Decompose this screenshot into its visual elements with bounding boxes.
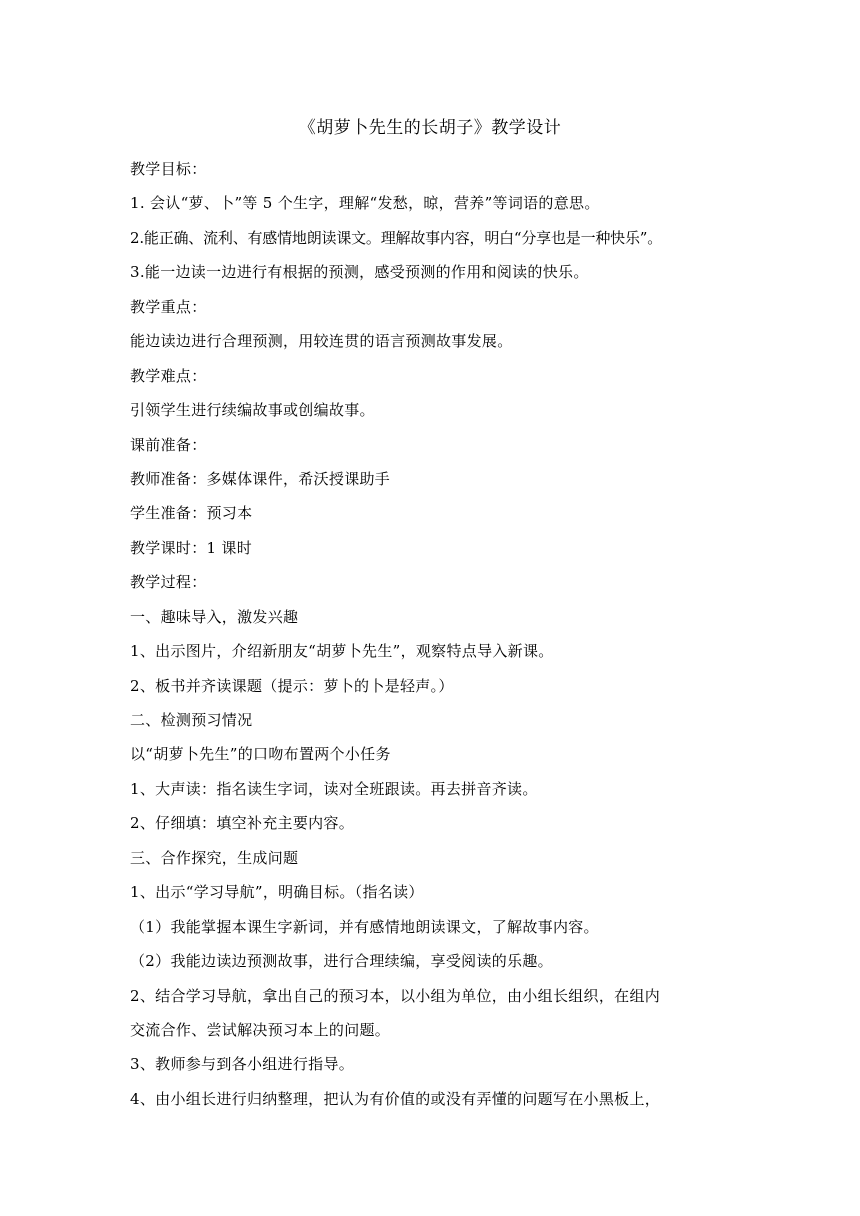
section-heading-objectives: 教学目标： <box>130 160 207 178</box>
section-heading-preparation: 课前准备： <box>130 435 207 454</box>
process-step-3-item-3: 3、教师参与到各小组进行指导。 <box>130 1055 355 1074</box>
key-points-text: 能边读边进行合理预测，用较连贯的语言预测故事发展。 <box>130 332 513 351</box>
learning-guide-item-2: （2）我能边读边预测故事，进行合理续编，享受阅读的乐趣。 <box>130 952 553 971</box>
student-preparation: 学生准备：预习本 <box>130 504 253 523</box>
process-step-3-item-1: 1、出示“学习导航”，明确目标。（指名读） <box>130 883 424 902</box>
teacher-preparation: 教师准备：多媒体课件，希沃授课助手 <box>130 469 391 488</box>
process-step-1-heading: 一、趣味导入，激发兴趣 <box>130 607 299 626</box>
process-step-1-item-2: 2、板书并齐读课题（提示：萝卜的卜是轻声。） <box>130 676 454 695</box>
difficulties-text: 引领学生进行续编故事或创编故事。 <box>130 401 375 420</box>
class-hours: 教学课时：1 课时 <box>130 538 253 557</box>
objective-item-2: 2.能正确、流利、有感情地朗读课文。理解故事内容，明白“分享也是一种快乐”。 <box>130 228 663 247</box>
process-step-3-heading: 三、合作探究，生成问题 <box>130 848 299 867</box>
objective-item-1: 1. 会认“萝、卜”等 5 个生字，理解“发愁，晾，营养”等词语的意思。 <box>130 194 600 213</box>
process-step-2-heading: 二、检测预习情况 <box>130 711 253 729</box>
process-step-2-item-2: 2、仔细填：填空补充主要内容。 <box>130 814 355 833</box>
section-heading-key-points: 教学重点： <box>130 297 207 316</box>
process-step-2-item-1: 1、大声读：指名读生字词，读对全班跟读。再去拼音齐读。 <box>130 779 538 798</box>
process-step-3-item-2-continued: 交流合作、尝试解决预习本上的问题。 <box>130 1020 391 1039</box>
document-title: 《胡萝卜先生的长胡子》教学设计 <box>298 118 562 138</box>
section-heading-difficulties: 教学难点： <box>130 366 207 385</box>
process-step-2-intro: 以“胡萝卜先生”的口吻布置两个小任务 <box>130 745 391 764</box>
document-body <box>130 152 740 1116</box>
objective-item-3: 3.能一边读一边进行有根据的预测，感受预测的作用和阅读的快乐。 <box>130 263 589 282</box>
process-step-1-item-1: 1、出示图片，介绍新朋友“胡萝卜先生”，观察特点导入新课。 <box>130 642 554 661</box>
process-step-3-item-4: 4、由小组长进行归纳整理，把认为有价值的或没有弄懂的问题写在小黑板上， <box>130 1089 661 1108</box>
section-heading-process: 教学过程： <box>130 573 207 592</box>
process-step-3-item-2: 2、结合学习导航，拿出自己的预习本，以小组为单位，由小组长组织，在组内 <box>130 986 661 1005</box>
learning-guide-item-1: （1）我能掌握本课生字新词，并有感情地朗读课文，了解故事内容。 <box>130 917 599 936</box>
